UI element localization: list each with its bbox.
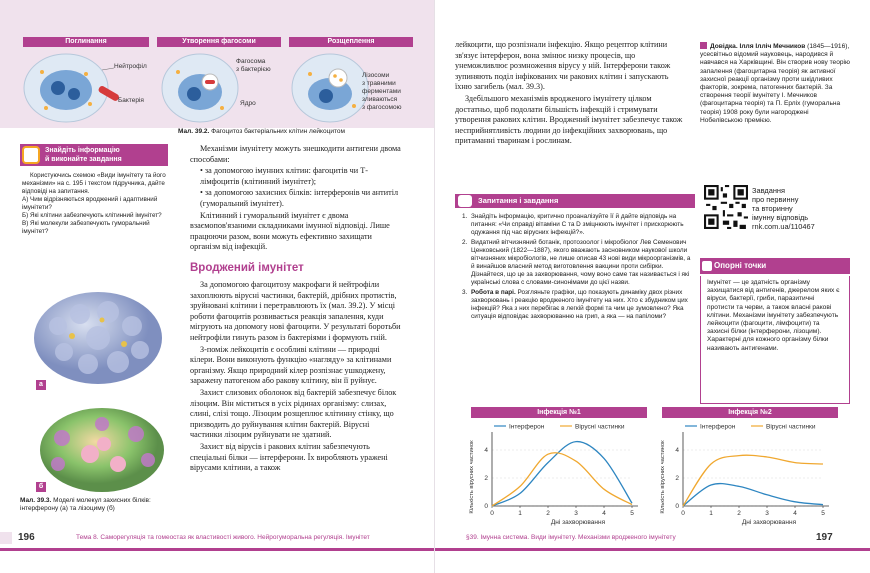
task-question-c: В) Які молекули забезпечують гуморальний імунітет?: [22, 220, 150, 235]
heading-innate-immunity: Вроджений імунітет: [190, 262, 304, 274]
y-tick-label: 2: [675, 475, 679, 482]
label-merge: зливаються: [362, 96, 398, 103]
footer-bar-right: [435, 548, 870, 551]
question-item: 1. Знайдіть інформацію, критично проаналізуйте її й дайте відповідь на питання: «Чи справді вітаміни С та D зміцнюють імунітет і прискорюють одужання під час вірусних інфекцій?».: [462, 213, 684, 236]
qr-code-icon[interactable]: [704, 185, 748, 229]
left-column-bottom: [190, 280, 402, 475]
footer-bar-left: [0, 548, 435, 551]
x-tick-label: 4: [602, 510, 606, 517]
x-tick-label: 5: [821, 510, 825, 517]
series-line-0: [683, 484, 823, 506]
paragraph-natural-killers: З-поміж лейкоцитів є особливі клітини — природні кілери. Вони виконують функцію «нагляду» за клітинами організму. Якщо природний кілер розпізнає ушкоджену, заражену патогеном або ракову клітину, він її руйнує.: [190, 344, 392, 386]
digestion-cell-illustration: [290, 50, 370, 126]
x-axis-label: Дні захворювання: [550, 519, 606, 526]
label-neutrophil: Нейтрофіл: [114, 63, 147, 70]
reference-label: Довідка.: [710, 43, 738, 50]
interferon-molecule-model: [28, 286, 168, 396]
figure-39-2-caption: Мал. 39.2. Фагоцитоз бактеріальних клітин лейкоцитом: [178, 128, 345, 135]
label-with-bacterium: з бактерією: [236, 66, 271, 73]
chart-infection-2: [653, 418, 848, 528]
task-question-a: А) Чим відрізняються вроджений і адаптивний імунітети?: [22, 196, 158, 211]
x-tick-label: 4: [793, 510, 797, 517]
legend-label-0: Інтерферон: [700, 423, 736, 431]
paragraph-innate-sufficiency: Здебільшого механізмів вродженого імунітету цілком достатньо, щоб подолати більшість інфекцій і стримувати утворення ракових клітин. Вроджений імунітет забезпечує також несприйнятливість людини до інфекційних захворювань, що притаманні тваринам і рослинам.: [455, 93, 683, 146]
label-lysosomes: Лізосоми: [362, 72, 390, 79]
footer-topic-left: Тема 8. Саморегуляція та гомеостаз як властивості живого. Нейрогуморальна регуляція. Імунітет: [76, 534, 370, 541]
phagosome-cell-illustration: [160, 50, 240, 126]
stage-title-phagosome: Утворення фагосоми: [157, 37, 281, 47]
y-tick-label: 4: [675, 447, 679, 454]
legend-label-1: Вірусні частинки: [575, 423, 625, 431]
paragraph-lysozyme: Захист слизових оболонок від бактерій забезпечує білок лізоцим. Він міститься в усіх рідинах організму: слизах, слині, слізі тощо. Лізоцим розщеплює клітинну стінку, що призводить до руйнування клітин бактерій. Вірусні частинки лізоцим руйнувати не здатний.: [190, 387, 397, 440]
figure-39-3-caption: Мал. 39.3. Моделі молекул захисних білків: інтерферону (а) та лізоциму (б): [20, 497, 151, 512]
legend-label-0: Інтерферон: [509, 423, 545, 431]
page-number-right: 197: [816, 532, 833, 543]
right-column-text: [455, 40, 683, 148]
questions-list: [462, 213, 694, 323]
task-question-b: Б) Які клітини забезпечують клітинний імунітет?: [22, 212, 162, 219]
reference-marker-icon: [700, 42, 707, 49]
x-tick-label: 0: [490, 510, 494, 517]
task-box: [20, 144, 168, 272]
paragraph-intro: Механізми імунітету можуть знешкодити антигени двома способами:: [190, 144, 401, 164]
x-tick-label: 2: [737, 510, 741, 517]
series-line-0: [492, 442, 632, 506]
x-tick-label: 0: [681, 510, 685, 517]
molecule-label-b: б: [36, 482, 46, 492]
page-number-left: 196: [18, 532, 35, 543]
footer-marker-left: [0, 532, 12, 544]
x-axis-label: Дні захворювання: [741, 519, 797, 526]
bullet-humoral: • за допомогою захисних білків: інтерферонів чи антитіл (гуморальний імунітет).: [200, 188, 399, 208]
y-tick-label: 4: [484, 447, 488, 454]
qr-url-link[interactable]: rnk.com.ua/110467: [752, 222, 815, 231]
task-intro: Користуючись схемою «Види імунітету та його механізми» на с. 195 і текстом підручника, дайте відповіді на запитання.: [22, 172, 166, 195]
stage-title-absorption: Поглинання: [23, 37, 149, 47]
x-tick-label: 3: [765, 510, 769, 517]
x-tick-label: 1: [518, 510, 522, 517]
magnifier-book-icon: [22, 146, 40, 164]
key-points-title: Опорні точки: [714, 261, 767, 270]
y-axis-label: Кількість вірусних частинок: [469, 440, 475, 514]
label-enzymes: ферментами: [362, 88, 401, 95]
lysozyme-molecule-model: [32, 404, 172, 496]
paragraph-interferon-cont: лейкоцити, що розпізнали інфекцію. Якщо рецептор клітини зв'язує інтерферон, вона змінює низку процесів, що унеможливлює розмноження вірусу у ній. Інтерферони також зупиняють поділ інфікованих чи ракових клітин і запускають їхню загибель (мал. 39.3).: [455, 40, 671, 92]
y-tick-label: 0: [484, 503, 488, 510]
legend-label-1: Вірусні частинки: [766, 423, 816, 431]
left-column-top: [190, 144, 402, 254]
label-with-digestive: з травними: [362, 80, 396, 87]
questions-title: Запитання і завдання: [478, 196, 559, 205]
label-nucleus: Ядро: [240, 100, 256, 107]
questions-icon: [458, 195, 472, 207]
paragraph-phagocytosis: За допомогою фагоцитозу макрофаги й нейтрофіли захоплюють вірусні частинки, бактерій, дрібних протистів, зруйновані клітини і перетравлюють їх (мал. 39.2). У місці роботи фагоцитів розвивається реакція запалення, куди мігрують на допомогу нові фагоцити. У результаті боротьби нейтрофіли гинуть разом із бактеріями і формують гній.: [190, 280, 401, 342]
x-tick-label: 2: [546, 510, 550, 517]
reference-name: Ілля Ілліч Мечников: [739, 43, 806, 50]
checklist-icon: [702, 261, 712, 271]
stage-title-digestion: Розщеплення: [289, 37, 413, 47]
reference-bio: (1845—1916), усесвітньо відомий науковець, народився й навчався на Харківщині. Він створив нову теорію запалення (фагоцитарна теорія) як активної захисної реакції організму проти шкідливих факторів, зокрема, патогенних бактерій. За створення теорії імунітету І. Мечников (фагоцитарна теорія) та П. Ерліх (гуморальна теорія) 1908 року були нагороджені Нобелівською премією.: [700, 43, 850, 124]
y-axis-label: Кількість вірусних частинок: [660, 440, 666, 514]
footer-topic-right: §39. Імунна система. Види імунітету. Механізми вродженого імунітету: [466, 534, 676, 541]
x-tick-label: 1: [709, 510, 713, 517]
chart-infection-1: [462, 418, 657, 528]
label-phagosome: Фагосома: [236, 58, 266, 65]
x-tick-label: 5: [630, 510, 634, 517]
label-bacterium: Бактерія: [118, 97, 144, 104]
bullet-cellular: • за допомогою імунних клітин: фагоцитів чи Т-лімфоцитів (клітинний імунітет);: [200, 166, 368, 186]
qr-caption: Завдання про первинну та вторинну імунну відповідь rnk.com.ua/110467: [752, 186, 852, 231]
paragraph-cooperation: Клітинний і гуморальний імунітет є двома взаємопов'язаними складниками імунної відповіді. Лише працюючи разом, вони можуть ефективно захищати організм від інфекцій.: [190, 210, 390, 252]
task-title-line1: Знайдіть інформацію: [45, 147, 120, 154]
y-tick-label: 0: [675, 503, 679, 510]
paragraph-interferons: Захист від вірусів і ракових клітин забезпечують спеціальні білки — інтерферони. Їх виробляють уражені вірусами клітини, а також: [190, 441, 388, 473]
question-item: 2. Видатний вітчизняний ботанік, протозоолог і мікробіолог Лев Семенович Ценковський (1822—1887), якого вважають засновником наукової школи вітчизняних мікробіологів, не лише описав 43 нові види мікроорганізмів, а й винайшов власний метод виготовлення вакцини проти сибірки. Дізнайтеся, що це за захворювання, чому воно саме так називається і які українські слова с словами-синонімами до цієї назви.: [462, 239, 691, 286]
x-tick-label: 3: [574, 510, 578, 517]
chart-2-title: Інфекція №2: [662, 407, 838, 418]
key-points-body: Імунітет — це здатність організму захищатися від антигенів, джерелом яких є віруси, бактерії, гриби, паразитичні протисти та черви, а також власні ракові клітини. Механізми імунітету забезпечують лейкоцити (фагоцити, лімфоцити) та захисні білки (інтерферони, лізоцим). Характерні для кожного організму білки називають антигенами.: [700, 276, 850, 404]
question-item: 3. Робота в парі. Розгляньте графіки, що показують динаміку двох різних захворювань і реакцію вродженого імунітету на них. Хто є збудником цих інфекцій? Яка з них перебігає в легкій формі та чим це зумовлено? Яка ситуація відповідає захворюванню на грип, а яка — на папіломи?: [462, 289, 688, 320]
y-tick-label: 2: [484, 475, 488, 482]
chart-1-title: Інфекція №1: [471, 407, 647, 418]
molecule-label-a: а: [36, 380, 46, 390]
task-box-header: [20, 144, 168, 166]
neutrophil-cell-illustration: [22, 50, 162, 126]
sidebar-reference: [700, 42, 850, 125]
label-with-phagosome: з фагосомою: [362, 104, 402, 111]
task-title-line2: й виконайте завдання: [45, 156, 122, 163]
series-line-1: [683, 455, 823, 506]
